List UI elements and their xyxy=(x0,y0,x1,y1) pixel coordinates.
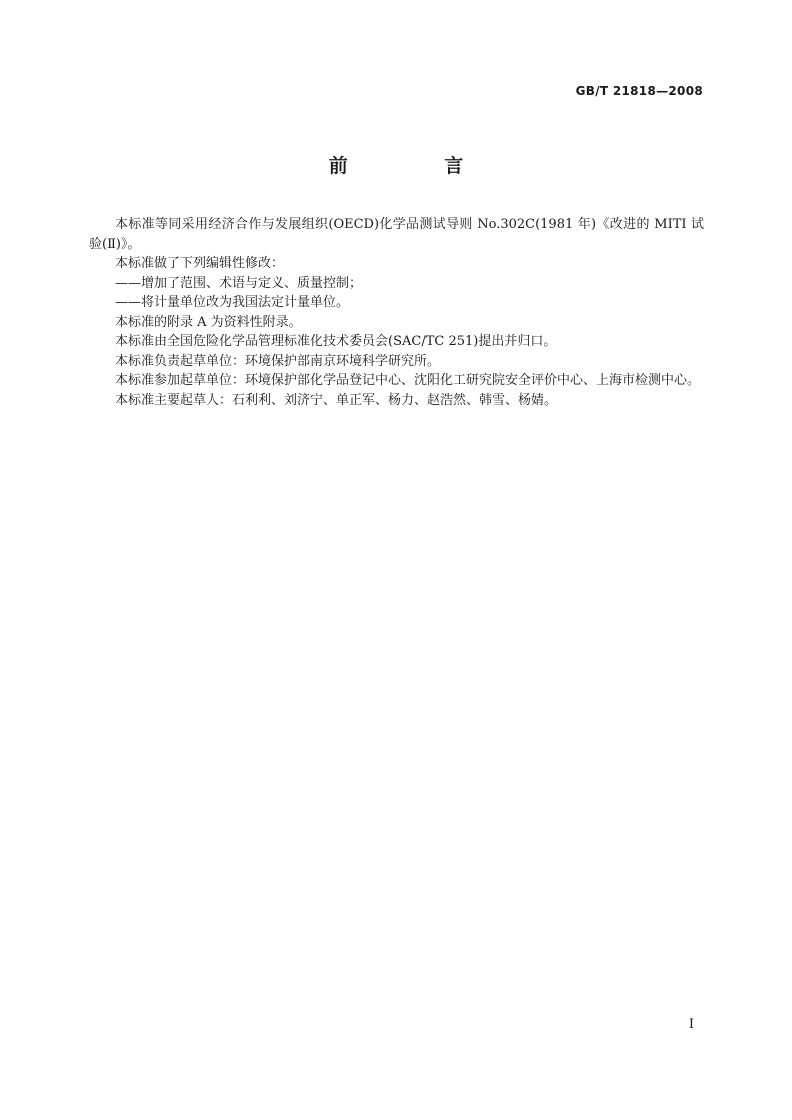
paragraph-participating-drafters: 本标准参加起草单位：环境保护部化学品登记中心、沈阳化工研究院安全评价中心、上海市检测中心。 xyxy=(115,373,701,388)
list-item-units: ——将计量单位改为我国法定计量单位。 xyxy=(115,295,350,310)
page-number: I xyxy=(688,1017,694,1032)
foreword-body xyxy=(89,215,704,410)
paragraph-main-authors: 本标准主要起草人：石利利、刘济宁、单正军、杨力、赵浩然、韩雪、杨婧。 xyxy=(115,392,558,408)
paragraph-lead-drafter: 本标准负责起草单位：环境保护部南京环境科学研究所。 xyxy=(115,353,441,369)
paragraph-appendix: 本标准的附录 A 为资料性附录。 xyxy=(115,314,302,330)
standard-number: GB/T 21818—2008 xyxy=(575,84,703,98)
list-item-added-scope: ——增加了范围、术语与定义、质量控制； xyxy=(115,275,363,291)
paragraph-proposer: 本标准由全国危险化学品管理标准化技术委员会(SAC/TC 251)提出并归口。 xyxy=(115,334,557,349)
paragraph-editorial-changes: 本标准做了下列编辑性修改： xyxy=(115,256,285,271)
page-title: 前 言 xyxy=(328,155,509,177)
paragraph-adoption: 本标准等同采用经济合作与发展组织(OECD)化学品测试导则 No.302C(1981 年)《改进的 MITI 试验(Ⅱ)》。 xyxy=(89,217,704,252)
